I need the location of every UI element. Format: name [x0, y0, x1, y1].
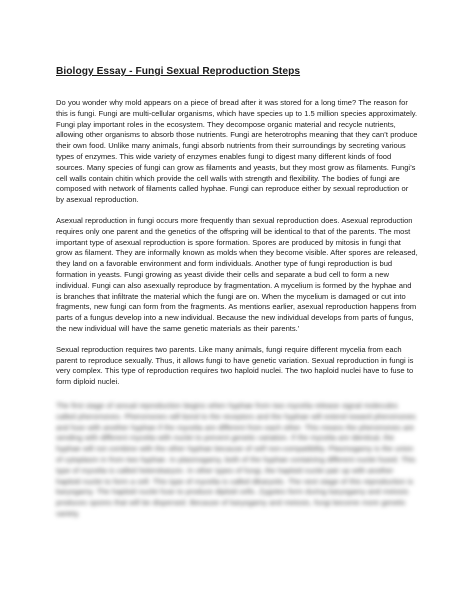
blurred-preview-paragraph: The first stage of sexual reproduction begins when hyphae from two mycelia release signal molecules called pheromones. Pheromones will bond to the receptors and the hyphae will extend toward pheromones and fuse with another hyphae if the mycelia are different from each other. This means the pheromones are sending with different mycelia with nuclei to prevent genetic variation. If the mycelia are identical, the hyphae will not combine with the other hyphae because of self non-compatibility. Plasmogamy is the union of cytoplasm in from two hyphae. In plasmogamy, both of the hyphae containing different nuclei fused. This type of mycelia is called heterokaryon. In other types of fungi, the haploid nuclei pair up with another haploid nuclei to form a cell. This type of mycelia is called dikaryotic. The next stage of this reproduction is karyogamy. The haploid nuclei fuse to produce diploid cells. Zygotes form during karyogamy and meiosis produces spores that will be dispersed. Because of karyogamy and meiosis, fungi become more genetic variety.: [56, 400, 416, 518]
paragraph-asexual: Asexual reproduction in fungi occurs more frequently than sexual reproduction does. Asexual reproduction requires only one parent and the genetics of the offspring will be identical to that of the parents. The most important type of asexual reproduction is spore formation. Spores are produced by mitosis in fungi that grow as filament. They are informally known as molds when they become visible. After spores are released, they land on a favorable environment and form individuals. Another type of fungi reproduction is bud formation in yeasts. Fungi growing as yeast divide their cells and separate a bud cell to form a new individual. Fungi can also asexually reproduce by fragmentation. A mycelium is formed by the hyphae and is branches that infiltrate the material which the fungi are on. When the mycelium is damaged or cut into fragments, new fungi can form from the fragments. As mentions earlier, asexual reproduction happens from parts of a fungus develop into a new individual. Because the new individual develops from parts of fungus, the new individual will have the same genetic materials as their parents.’: [56, 215, 418, 333]
paragraph-intro: Do you wonder why mold appears on a piece of bread after it was stored for a long time? The reason for this is fungi. Fungi are multi-cellular organisms, which have species up to 1.5 million species approximately. Fungi play important roles in the ecosystem. They decompose organic material and recycle nutrients, allowing other organisms to absorb those nutrients. Fungi are heterotrophs meaning that they can’t produce their own food. Unlike many animals, fungi absorb nutrients from their surroundings by secreting various types of enzymes. This wide variety of enzymes enables fungi to digest many different kinds of food sources. Many species of fungi can grow as filaments and yeasts, but they most grow as filaments. Fungi’s cell walls contain chitin which provide the cell walls with strength and flexibility. The bodies of fungi are composed with network of filaments called hyphae. Fungi can reproduce either by sexual reproduction or by asexual reproduction.: [56, 98, 418, 205]
essay-title: Biology Essay - Fungi Sexual Reproduction Steps: [56, 66, 301, 77]
paragraph-sexual: Sexual reproduction requires two parents. Like many animals, fungi require different mycelia from each parent to reproduce sexually. Thus, it allows fungi to have genetic variation. Sexual reproduction in fungi is very complex. This type of reproduction requires two haploid nuclei. The two haploid nuclei have to fuse to form diploid nuclei.: [56, 344, 414, 387]
